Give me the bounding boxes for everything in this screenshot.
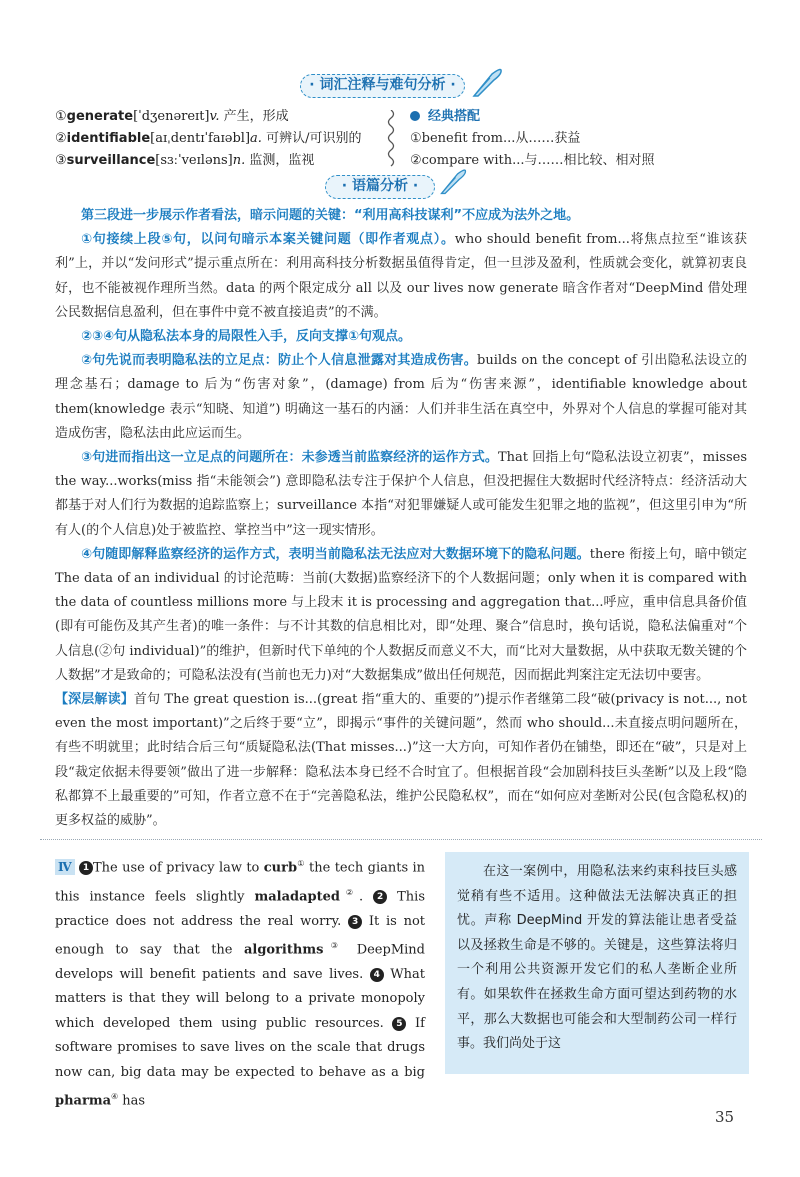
collocation-section	[410, 106, 654, 172]
vocab-item: ①generate[ˈdʒenəreɪt]v. 产生，形成	[55, 109, 289, 124]
vocab-section-header: · 词汇注释与难句分析 ·	[300, 74, 465, 98]
collocation-item: ②compare with...与……相比较、相对照	[410, 153, 655, 168]
analysis-paragraph: ②句先说而表明隐私法的立足点：防止个人信息泄露对其造成伤害。builds on the concept of 引出隐私法设立的理念基石；damage to 后为“伤害对象”，(damage) from 后为“伤害来源”，identifiable knowledge about them(knowledge 表示“知晓、知道”) 明确这一基石的内涵：人们并非生活在真空中，外界对个人信息的掌握可能对其造成伤害，隐私法由此应运而生。	[55, 353, 747, 441]
analysis-paragraph: ①句接续上段⑤句，以问句暗示本案关键问题（即作者观点）。who should benefit from...将焦点拉至“谁该获利”上，并以“发问形式”提示重点所在：利用高科技分析数据虽值得肯定，但一旦涉及盈利，性质就会变化，就算初衷良好，也不能被视作理所当然。data 的两个限定成分 all 以及 our lives now generate 暗含作者对“DeepMind 借处理公民数据信息盈利，但在事件中竟不被直接追责”的不满。	[55, 232, 747, 320]
analysis-paragraph: ③句进而指出这一立足点的问题所在：未参透当前监察经济的运作方式。That 回指上句“隐私法设立初衷”，misses the way...works(miss 指“未能领会”) 意即隐私法专注于保护个人信息，但没把握住大数据时代经济特点：经济活动大都基于对人们行为数据的追踪监察上；surveillance 本指“对犯罪嫌疑人或可能发生犯罪之地的监视”，但这里引申为“所有人(的个人信息)处于被监控、掌控当中”这一现实情形。	[55, 450, 747, 538]
deep-interpretation-paragraph: 【深层解读】首句 The great question is...(great 指“重大的、重要的”)提示作者继第二段“破(privacy is not..., not even the most important)”之后终于要“立”，即揭示“事件的关键问题”，然而 who should...未直接点明问题所在，有些不明就里；此时结合后三句“质疑隐私法(That misses...)”这一大方向，可知作者仍在铺垫，即还在“破”，只是对上段“裁定依据未得要领”做出了进一步解释：隐私法本身已经不合时宜了。但根据首段“会加剧科技巨头垄断”以及上段“隐私都算不上最重要的”可知，作者立意不在于“完善隐私法，维护公民隐私权”，而在“如何应对垄断对公民(包含隐私权)的更多权益的威胁”。	[55, 692, 747, 829]
page-number: 35	[715, 1108, 735, 1126]
spiral-divider	[385, 110, 397, 168]
vocab-header-text: 词汇注释与难句分析	[319, 77, 446, 93]
vocab-item: ②identifiable[aɪˌdentɪˈfaɪəbl]a. 可辨认/可识别的	[55, 131, 362, 146]
discourse-section-header: · 语篇分析 ·	[325, 175, 435, 199]
discourse-analysis	[55, 204, 747, 833]
quill-pen-icon	[438, 167, 468, 197]
sentence-marker: 3	[348, 915, 362, 929]
vocab-item: ③surveillance[sɜːˈveɪləns]n. 监测，监视	[55, 153, 315, 168]
collocation-title: 经典搭配	[410, 106, 654, 128]
sentence-marker: 5	[392, 1017, 406, 1031]
translation-box	[445, 852, 749, 1074]
discourse-header-text: 语篇分析	[352, 178, 408, 194]
sentence-marker: 1	[79, 861, 93, 875]
translation-text: 在这一案例中，用隐私法来约束科技巨头感觉稍有些不适用。这种做法无法解决真正的担忧。声称 DeepMind 开发的算法能让患者受益以及拯救生命是不够的。关键是，这些算法将归一个利用公共资源开发它们的私人垄断企业所有。如果软件在拯救生命方面可望达到药物的水平，那么大数据也可能会和大型制药公司一样行事。我们尚处于这	[457, 864, 737, 1052]
quill-pen-icon	[470, 66, 504, 100]
analysis-paragraph: ④句随即解释监察经济的运作方式，表明当前隐私法无法应对大数据环境下的隐私问题。there 衔接上句，暗中锁定 The data of an individual 的讨论范畴：当前(大数据)监察经济下的个人数据问题；only when it is compared with the data of countless millions more 与上段末 it is processing and aggregation that...呼应，重申信息具备价值(即有可能伤及其产生者)的唯一条件：与不计其数的信息相比对，即“处理、聚合”信息时，换句话说，隐私法偏重对“个人信息(②句 individual)”的维护，但新时代下单纯的个人数据反而意义不大，而“比对大量数据，从中获取无数关键的个人数据”才是致命的；可隐私法没有(当前也无力)对“大数据集成”做出任何规范，因而据此判案注定无法切中要害。	[55, 546, 747, 683]
section-divider	[40, 839, 762, 840]
sentence-marker: 4	[370, 968, 384, 982]
sentence-marker: 2	[373, 890, 387, 904]
analysis-paragraph: ②③④句从隐私法本身的局限性入手，反向支撑①句观点。	[81, 329, 412, 345]
english-passage: Ⅳ 1 The use of privacy law to curb① the tech giants in this instance feels slightly maladapted②. 2 This practice does not address the real worry. 3 It is not enough to say that the algorithms③ DeepMind develops will benefit patients and save lives. 4 What matters is that they will belong to a private monopoly which developed them using public resources. 5 If software promises to save lives on the scale that drugs now can, big data may be expected to behave as a big pharma④ has	[55, 859, 426, 1109]
bullet-icon	[410, 111, 420, 121]
collocation-item: ①benefit from...从……获益	[410, 131, 581, 146]
vocab-list	[55, 106, 361, 172]
paragraph-number: Ⅳ	[55, 859, 75, 875]
analysis-paragraph: 第三段进一步展示作者看法，暗示问题的关键：“利用高科技谋利”不应成为法外之地。	[81, 208, 580, 223]
